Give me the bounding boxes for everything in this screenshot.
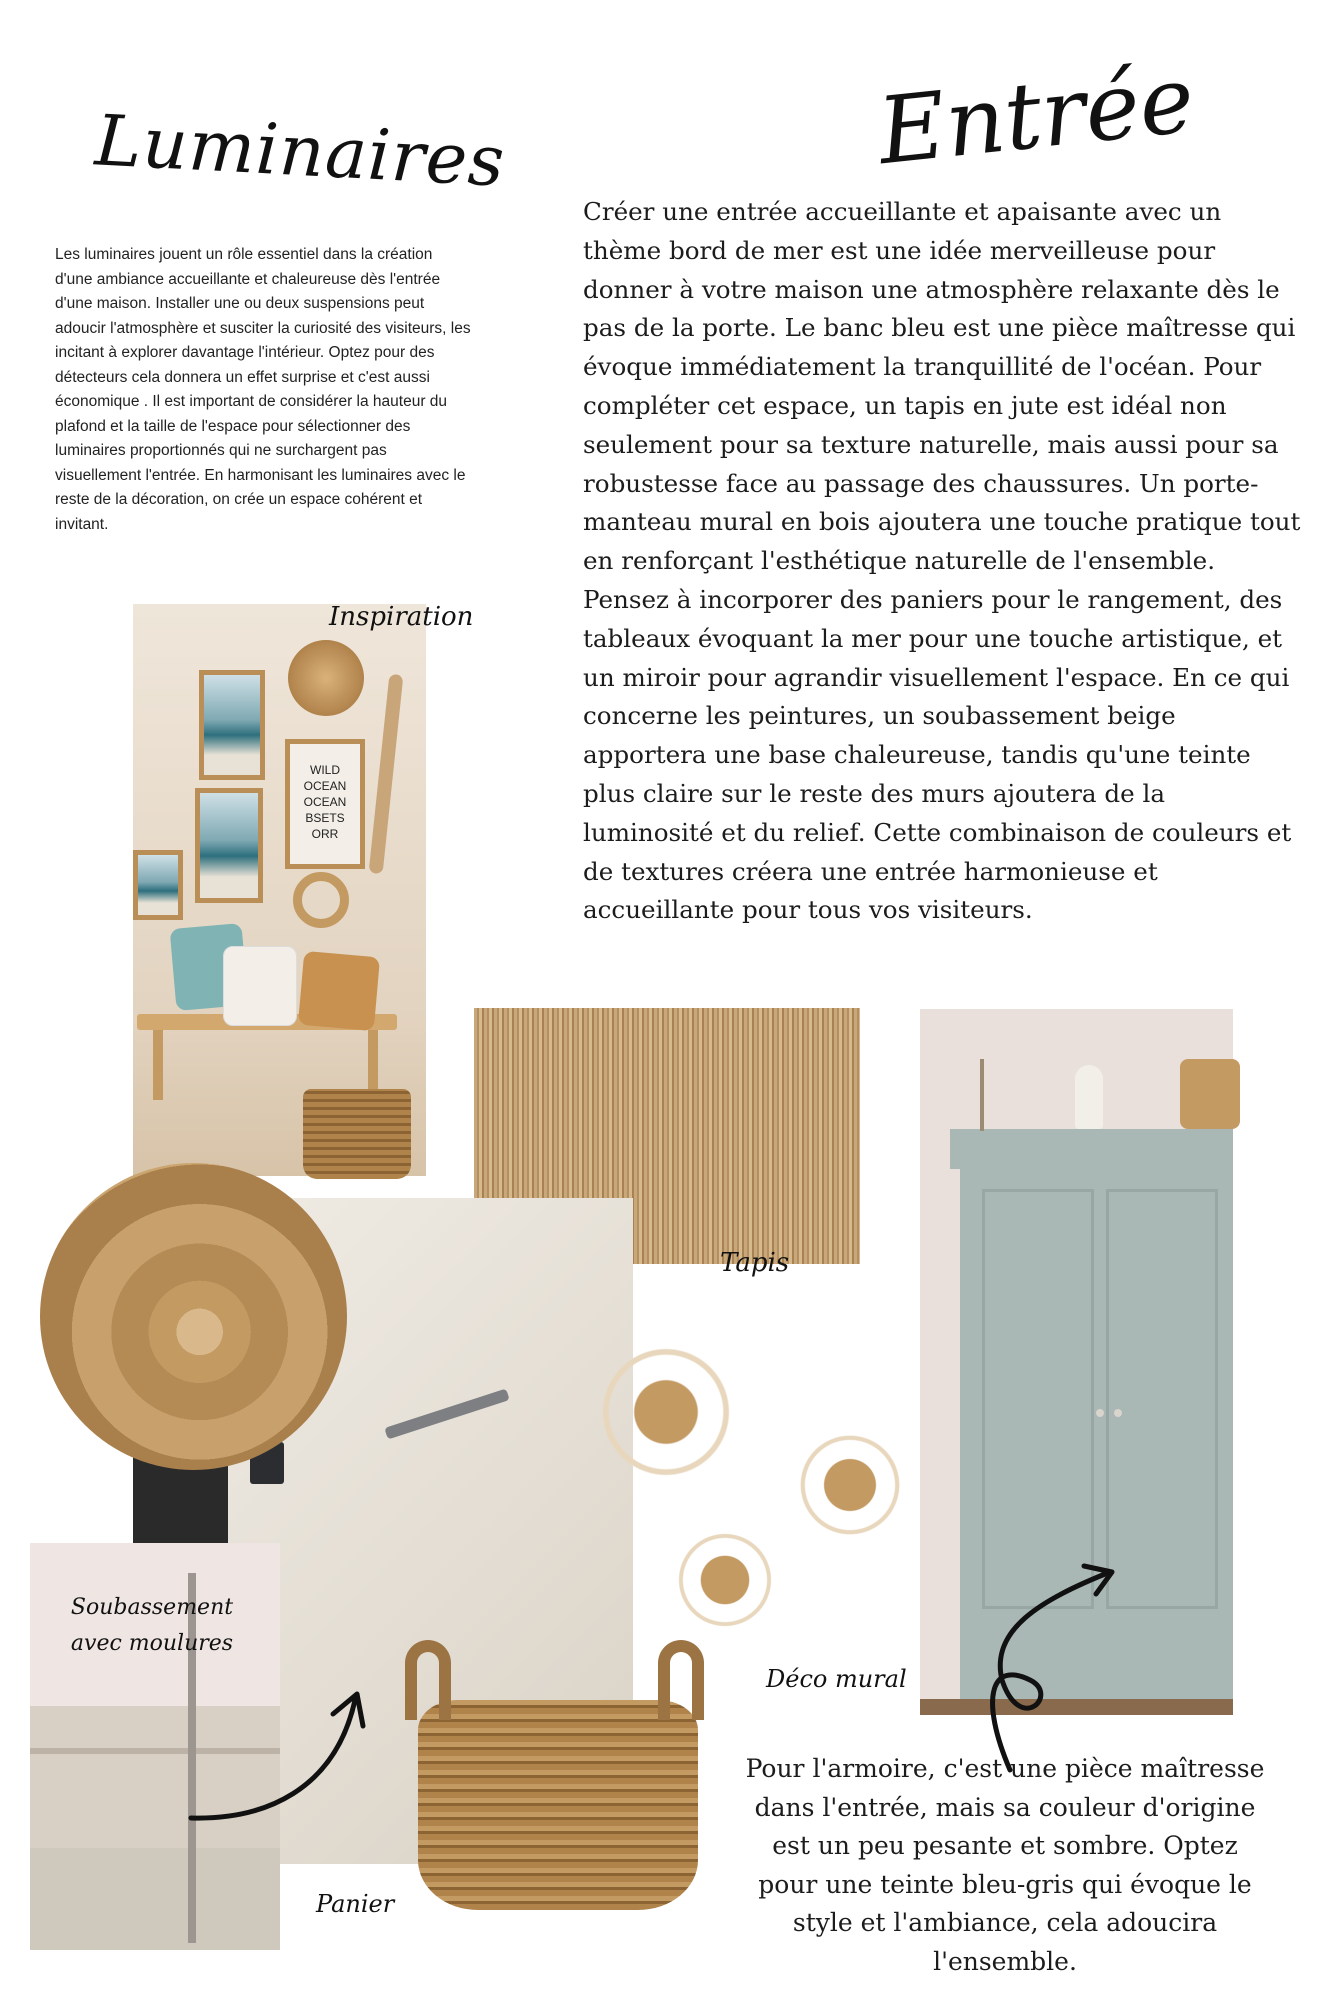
armoire-paragraph: Pour l'armoire, c'est une pièce maîtresse dans l'entrée, mais sa couleur d'origine est un peu pesante et sombre. Optez pour une teinte bleu-gris qui évoque le style et l'ambiance, cela adoucira l'ensemble.: [745, 1754, 1265, 1976]
basket-handle-right: [658, 1640, 704, 1720]
deco-mural-label: Déco mural: [766, 1665, 907, 1693]
panier-label: Panier: [316, 1890, 395, 1918]
poster-text: WILD OCEAN OCEAN BSETS ORR: [303, 763, 347, 841]
flower-deco-right: [775, 1410, 925, 1560]
flower-deco-bottom: [655, 1510, 795, 1650]
entree-title: Entrée: [873, 45, 1199, 186]
tapis-label: Tapis: [720, 1248, 790, 1278]
soubassement-label: Soubassement avec moulures: [70, 1595, 234, 1656]
woven-wall-disc: [40, 1163, 347, 1470]
arrow-right: [980, 1560, 1120, 1780]
inspiration-photo: [133, 602, 474, 1176]
flower-deco-large: [566, 1312, 766, 1512]
arrow-left: [185, 1680, 375, 1830]
inspiration-label: Inspiration: [329, 602, 474, 632]
basket-handle-left: [405, 1640, 451, 1720]
basket-photo: [418, 1700, 698, 1910]
luminaires-paragraph: Les luminaires jouent un rôle essentiel dans la création d'une ambiance accueillante et chaleureuse dès l'entrée d'une maison. Installer une ou deux suspensions peut adoucir l'atmosphère et susciter la curiosité des visiteurs, les incitant à explorer davantage l'intérieur. Optez pour des détecteurs cela donnera un effet surprise et c'est aussi économique . Il est important de considérer la hauteur du plafond et la taille de l'espace pour sélectionner des luminaires proportionnés qui ne surchargent pas visuellement l'entrée. En harmonisant les luminaires avec le reste de la décoration, on crée un espace cohérent et invitant.: [55, 246, 471, 533]
luminaires-title: Luminaires: [93, 99, 508, 203]
entree-paragraph: Créer une entrée accueillante et apaisante avec un thème bord de mer est une idée merveilleuse pour donner à votre maison une atmosphère relaxante dès le pas de la porte. Le banc bleu est une pièce maîtresse qui évoque immédiatement la tranquillité de l'océan. Pour compléter cet espace, un tapis en jute est idéal non seulement pour sa texture naturelle, mais aussi pour sa robustesse face au passage des chaussures. Un porte-manteau mural en bois ajoutera une touche pratique tout en renforçant l'esthétique naturelle de l'ensemble. Pensez à incorporer des paniers pour le rangement, des tableaux évoquant la mer pour une touche artistique, et un miroir pour agrandir visuellement l'espace. En ce qui concerne les peintures, un soubassement beige apportera une base chaleureuse, tandis qu'une teinte plus claire sur le reste des murs ajoutera de la luminosité et du relief. Cette combinaison de couleurs et de textures créera une entrée harmonieuse et accueillante pour tous vos visiteurs.: [583, 197, 1301, 925]
